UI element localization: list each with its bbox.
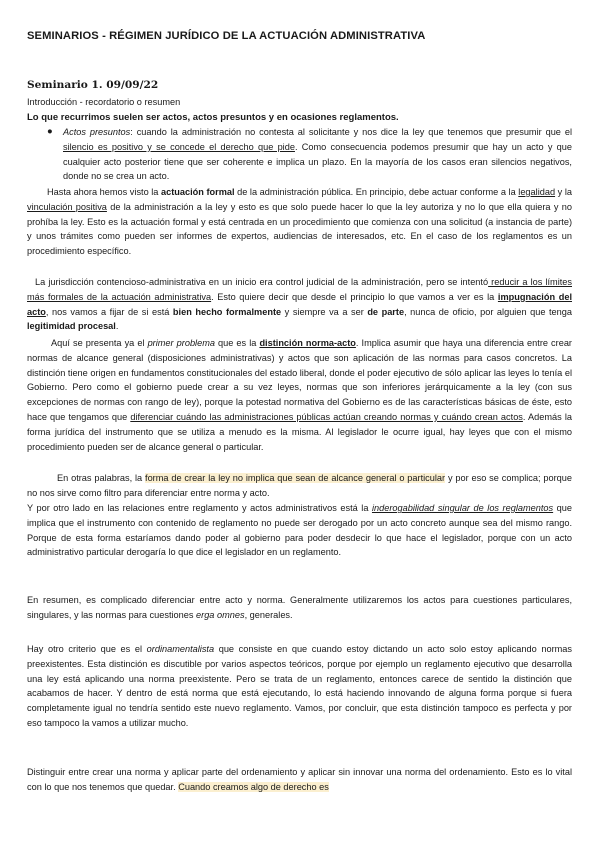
bullet-term: Actos presuntos: [63, 127, 131, 137]
bullet-dot-icon: ●: [47, 126, 53, 137]
paragraph-resumen: En resumen, es complicado diferenciar entre acto y norma. Generalmente utilizaremos los actos para cuestiones particulares, singulares, y las normas para cuestiones erga omnes, generales.: [27, 595, 572, 620]
paragraph-ordinamentalista: Hay otro criterio que es el ordinamentalista que consiste en que cuando estoy dictando un acto solo estoy aplicando normas preexistentes. Esta distinción es discutible por varios aspectos teóricos, porque por ejemplo un reglamento ejecutivo que desarrolla una ley está aplicando una norma preexistente. Pero se trata de un reglamento, entonces carece de sentido la distinción que acabamos de hacer. Y dentro de está norma que está ejecutando, lo está haciendo innovando de alguna forma porque si fuera completamente igual no tendría sentido este nuevo reglamento. Vamos, por concluir, que esta distinción tampoco es perfecta y por eso tampoco la vamos a utilizar mucho.: [27, 644, 572, 728]
bullet-actos-presuntos: Actos presuntos: cuando la administración no contesta al solicitante y nos dice la ley que tenemos que presumir que el silencio es positivo y se concede el derecho que pide. Como consecuencia podemos presumir que hay un acto y que cualquier acto posterior tiene que ser coherente e implica un plazo. En la mayoría de los casos eran silencios negativos, donde no se crea un acto.: [63, 127, 573, 182]
paragraph-jurisdiccion: La jurisdicción contencioso-administrativa en un inicio era control judicial de la administración, pero se intentó reducir a los límites más formales de la actuación administrativa. Esto quiere decir que desde el principio lo que vamos a ver es la impugnación del acto, nos vamos a fijar de si está bien hecho formalmente y siempre va a ser de parte, nunca de oficio, por alguien que tenga legitimidad procesal.: [27, 277, 572, 332]
highlighted-text: Cuando creamos algo de derecho es: [178, 781, 329, 792]
paragraph-distinguir: Distinguir entre crear una norma y aplicar parte del ordenamiento y aplicar sin innovar una norma del ordenamiento. Esto es lo vital con lo que nos tenemos que quedar. Cuando creamos algo de derecho es: [27, 767, 572, 792]
paragraph-otras-palabras: En otras palabras, la forma de crear la ley no implica que sean de alcance general o particular y por eso se complica; porque no nos sirve como filtro para diferenciar entre norma y acto.: [27, 473, 572, 498]
lead-question: Lo que recurrimos suelen ser actos, actos presuntos y en ocasiones reglamentos.: [27, 112, 399, 123]
paragraph-inderogabilidad: Y por otro lado en las relaciones entre reglamento y actos administrativos está la inderogabilidad singular de los reglamentos que implica que el instrumento con contenido de reglamento no puede ser derogado por un acto concreto aunque sea del mismo rango. Porque de esta forma estaríamos dando poder al gobierno para poder desdecir lo que hace el legislador, porque con un acto administrativo particular derogaría lo que dice el legislador en un reglamento.: [27, 503, 572, 558]
highlighted-text: forma de crear la ley no implica que sean de alcance general o particular: [145, 473, 446, 483]
intro-label: Introducción - recordatorio o resumen: [27, 97, 181, 107]
paragraph-distincion-norma-acto: Aquí se presenta ya el primer problema que es la distinción norma-acto. Implica asumir que haya una diferencia entre crear normas de alcance general (disposiciones administrativas) y actos que son aplicación de las normas para casos concretos. La distinción tiene origen en fundamentos constitucionales del estado liberal, donde el poder ejecutivo de sólo aplicar las leyes lo tenía el Gobierno. Pero como el gobierno puede crear a su vez leyes, normas que son inferiores jerárquicamente a la ley (con sus excepciones de normas con rango de ley), porque la potestad normativa del Gobierno es de las características básicas de éste, esto hace que tengamos que diferenciar cuándo las administraciones públicas actúan creando normas y cuándo crean actos. Además la forma jurídica del instrumento que se utiliza a menudo es la misma. Al legislador le ocurre igual, hay leyes que con el mismo procedimiento pueden ser de alcance general o particular.: [27, 338, 572, 452]
seminar-heading: Seminario 1. 09/09/22: [27, 79, 159, 91]
document-title: SEMINARIOS - RÉGIMEN JURÍDICO DE LA ACTUACIÓN ADMINISTRATIVA: [27, 30, 426, 42]
paragraph-actuacion-formal: Hasta ahora hemos visto la actuación formal de la administración pública. En principio, debe actuar conforme a la legalidad y la vinculación positiva de la administración a la ley y esto es que solo puede hacer lo que la ley autoriza y no lo que ella quiera y no prohíba la ley. Esto es la actuación formal y está centrada en un procedimiento que comienza con una solicitud (a instancia de parte) y unos trámites como pueden ser informes de expertos, audiencias de interesados, etc. En el caso de los reglamentos es un procedimiento específico.: [27, 187, 572, 257]
